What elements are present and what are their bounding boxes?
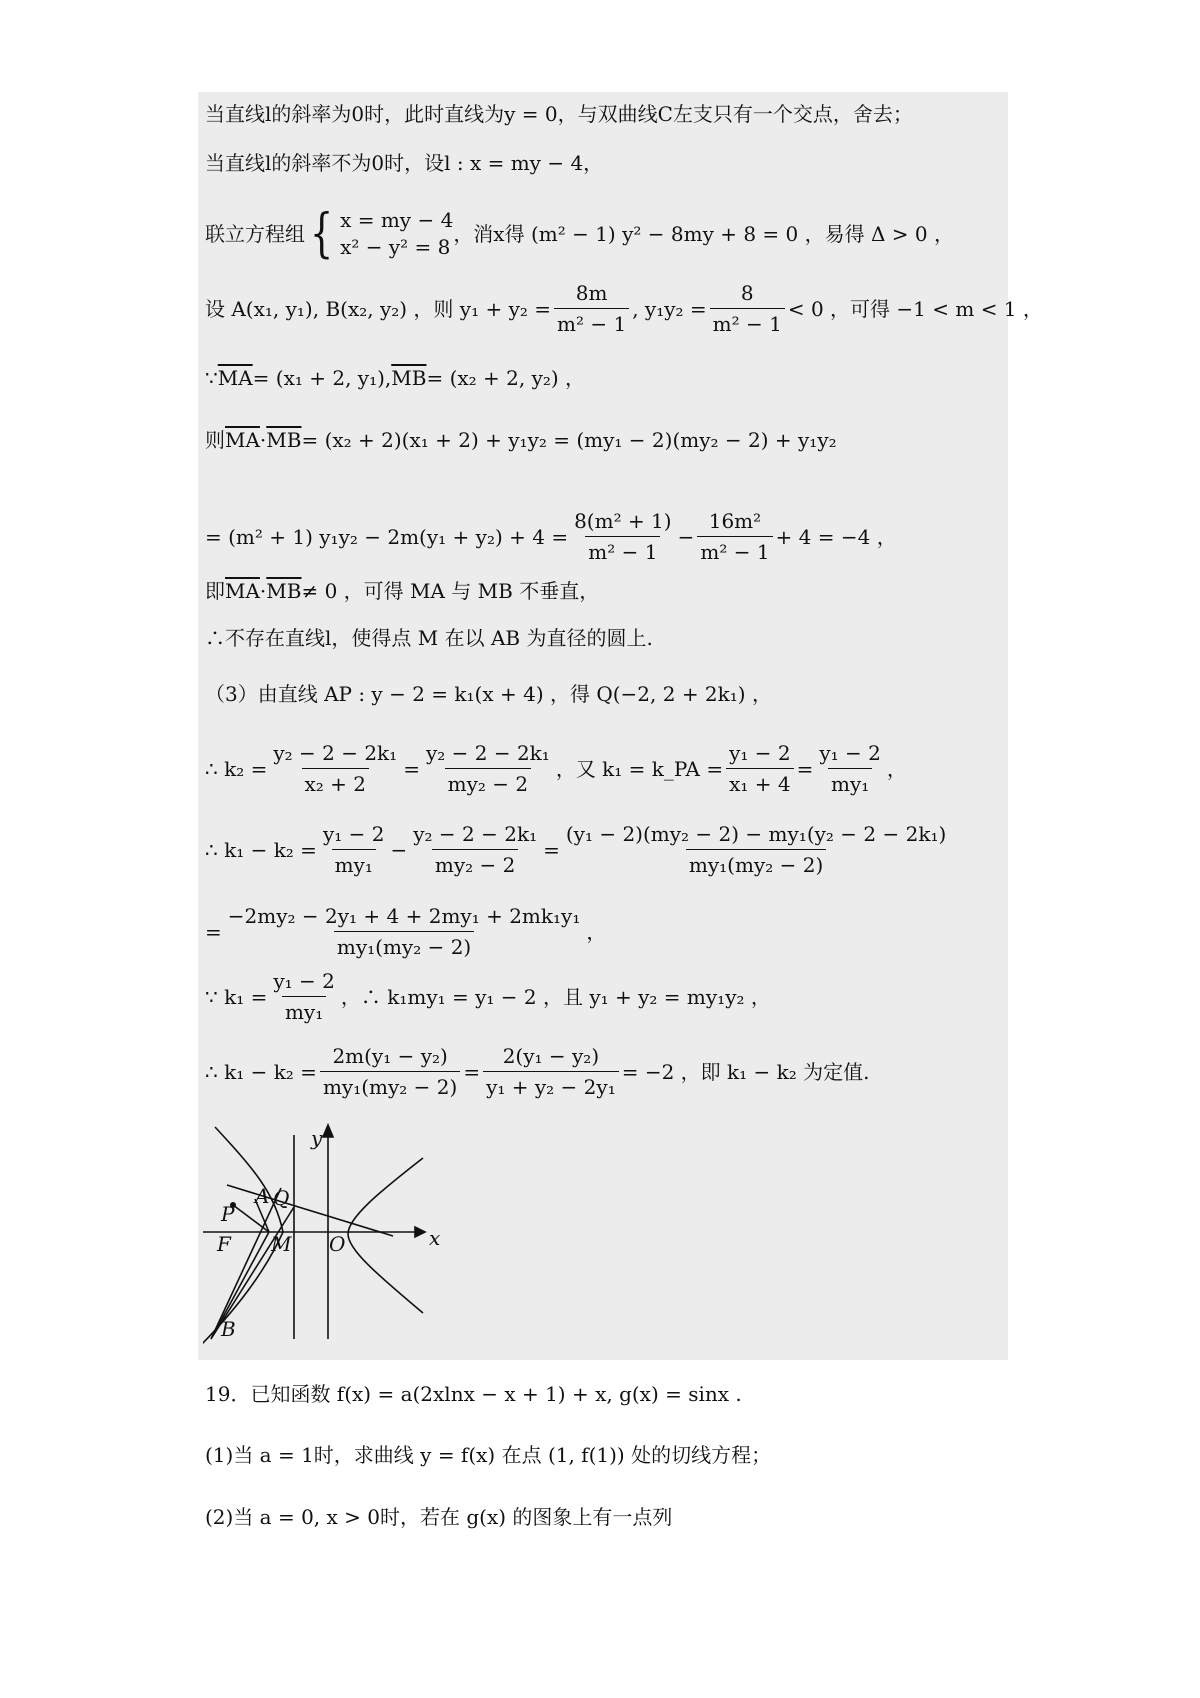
fraction bbox=[563, 821, 949, 878]
dot-operator: · bbox=[259, 579, 267, 603]
vieta-suffix: < 0 ，可得 −1 < m < 1 ， bbox=[787, 296, 1043, 321]
numerator: 16m² bbox=[708, 509, 762, 533]
denominator: my₁ bbox=[828, 768, 872, 797]
numerator: 8(m² + 1) bbox=[574, 509, 672, 533]
diff-prefix: ∴ k₁ − k₂ = bbox=[205, 837, 317, 862]
question-19-part1 bbox=[205, 1441, 771, 1469]
fraction bbox=[270, 968, 338, 1025]
equation-system bbox=[305, 204, 454, 264]
line-pq bbox=[227, 1185, 393, 1236]
k2-mid: ，又 k₁ = k_PA = bbox=[555, 756, 724, 781]
denominator: m² − 1 bbox=[554, 308, 629, 337]
fraction bbox=[554, 280, 629, 337]
vector-mb: $\overline{MB}$ bbox=[391, 366, 427, 390]
system-row-1: x = my − 4 bbox=[340, 208, 454, 232]
vector-ma: $\overline{MA}$ bbox=[217, 366, 253, 390]
k1-suffix: ，∴ k₁my₁ = y₁ − 2 ，且 y₁ + y₂ = my₁y₂ ， bbox=[340, 984, 771, 1009]
text-line-slope-zero bbox=[205, 101, 913, 127]
text: 19．已知函数 f(x) = a(2xlnx − x + 1) + x, g(x) = sinx . bbox=[205, 1382, 742, 1406]
system-prefix: 联立方程组 bbox=[205, 222, 305, 246]
label-y: y bbox=[311, 1126, 323, 1150]
hyperbola-figure bbox=[203, 1113, 453, 1353]
because-symbol: ∵ bbox=[205, 366, 218, 390]
label-b: B bbox=[221, 1317, 236, 1341]
question-19-part2 bbox=[205, 1503, 672, 1531]
vieta-mid: , y₁y₂ = bbox=[632, 296, 707, 321]
simplify-line bbox=[205, 903, 606, 960]
fraction bbox=[710, 280, 785, 337]
text: 当直线l的斜率不为0时，设l : x = my − 4， bbox=[205, 151, 604, 175]
simplify-prefix: = bbox=[205, 919, 222, 944]
fraction bbox=[726, 740, 794, 797]
numerator: −2my₂ − 2y₁ + 4 + 2my₁ + 2mk₁y₁ bbox=[227, 904, 581, 928]
numerator: y₂ − 2 − 2k₁ bbox=[273, 741, 398, 765]
equals: = bbox=[796, 756, 814, 781]
numerator: 8 bbox=[740, 281, 754, 305]
fraction bbox=[697, 508, 772, 565]
brace-icon: { bbox=[309, 204, 334, 264]
label-o: O bbox=[329, 1232, 346, 1256]
k2-suffix: ， bbox=[886, 756, 907, 781]
numerator: 2m(y₁ − y₂) bbox=[332, 1044, 448, 1068]
text: （3）由直线 AP : y − 2 = k₁(x + 4) ，得 Q(−2, 2 + 2k₁) ， bbox=[205, 682, 772, 706]
fraction bbox=[320, 1043, 460, 1100]
text: (1)当 a = 1时，求曲线 y = f(x) 在点 (1, f(1)) 处的切线方程； bbox=[205, 1443, 772, 1467]
denominator: m² − 1 bbox=[585, 536, 660, 565]
dot-operator: · bbox=[259, 428, 267, 452]
numerator: (y₁ − 2)(my₂ − 2) − my₁(y₂ − 2 − 2k₁) bbox=[565, 822, 947, 846]
fraction bbox=[270, 740, 400, 797]
k2-prefix: ∴ k₂ = bbox=[205, 756, 268, 781]
y-axis-arrow-icon bbox=[323, 1125, 333, 1137]
conclusion-suffix: ≠ 0 ，可得 MA 与 MB 不垂直， bbox=[301, 579, 600, 603]
vector-mb: $\overline{MB}$ bbox=[266, 579, 302, 603]
equals: = bbox=[543, 837, 560, 862]
conclusion-line-1 bbox=[205, 578, 599, 604]
vector-ma: $\overline{MA}$ bbox=[225, 428, 260, 452]
vector-ma-value: = (x₁ + 2, y₁), bbox=[252, 366, 392, 390]
denominator: x₁ + 4 bbox=[726, 768, 794, 797]
conclusion-line-2 bbox=[205, 625, 653, 651]
expansion-suffix: + 4 = −4 ， bbox=[775, 524, 897, 549]
difference-line bbox=[205, 821, 952, 878]
fraction bbox=[410, 821, 540, 878]
fraction bbox=[225, 903, 584, 960]
expansion-line bbox=[205, 508, 897, 565]
k2-line bbox=[205, 740, 907, 797]
denominator: my₂ − 2 bbox=[432, 849, 518, 878]
denominator: m² − 1 bbox=[710, 308, 785, 337]
x-axis-arrow-icon bbox=[415, 1227, 425, 1237]
denominator: my₁(my₂ − 2) bbox=[334, 931, 474, 960]
vieta-prefix: 设 A(x₁, y₁), B(x₂, y₂) ，则 y₁ + y₂ = bbox=[205, 296, 552, 321]
vector-line bbox=[205, 365, 585, 391]
final-suffix: = −2 ，即 k₁ − k₂ 为定值. bbox=[621, 1059, 870, 1084]
numerator: y₂ − 2 − 2k₁ bbox=[413, 822, 538, 846]
vieta-line bbox=[205, 280, 1043, 337]
label-p: P bbox=[221, 1202, 235, 1226]
denominator: my₂ − 2 bbox=[445, 768, 531, 797]
system-suffix: ，消x得 (m² − 1) y² − 8my + 8 = 0 ，易得 Δ > 0 ， bbox=[453, 222, 954, 246]
equals: = bbox=[463, 1059, 481, 1084]
vector-mb: $\overline{MB}$ bbox=[266, 428, 302, 452]
question-19-title bbox=[205, 1380, 742, 1408]
numerator: y₂ − 2 − 2k₁ bbox=[425, 741, 550, 765]
denominator: x₂ + 2 bbox=[302, 768, 370, 797]
vector-ma: $\overline{MA}$ bbox=[225, 579, 260, 603]
dot-prefix: 则 bbox=[205, 428, 225, 452]
vector-mb-value: = (x₂ + 2, y₂) ， bbox=[426, 366, 586, 390]
k1-line bbox=[205, 968, 771, 1025]
system-row-2: x² − y² = 8 bbox=[340, 235, 451, 259]
numerator: 8m bbox=[575, 281, 608, 305]
label-q: Q bbox=[273, 1186, 290, 1210]
text: (2)当 a = 0, x > 0时，若在 g(x) 的图象上有一点列 bbox=[205, 1505, 673, 1529]
denominator: y₁ + y₂ − 2y₁ bbox=[483, 1071, 619, 1100]
fraction bbox=[483, 1043, 619, 1100]
denominator: my₁ bbox=[332, 849, 376, 878]
final-prefix: ∴ k₁ − k₂ = bbox=[205, 1059, 317, 1084]
fraction bbox=[571, 508, 675, 565]
label-a: A bbox=[255, 1184, 270, 1208]
minus-operator: − bbox=[390, 837, 408, 862]
numerator: y₁ − 2 bbox=[819, 741, 881, 765]
simplify-suffix: ， bbox=[586, 919, 607, 944]
text-line-slope-nonzero bbox=[205, 150, 603, 176]
label-f: F bbox=[217, 1232, 231, 1256]
fraction bbox=[320, 821, 388, 878]
numerator: y₁ − 2 bbox=[322, 822, 385, 846]
denominator: my₁(my₂ − 2) bbox=[320, 1071, 460, 1100]
hyperbola-right-branch bbox=[348, 1158, 423, 1313]
numerator: y₁ − 2 bbox=[273, 969, 335, 993]
equation-system-line bbox=[205, 204, 954, 264]
text: ∴不存在直线l，使得点 M 在以 AB 为直径的圆上. bbox=[205, 626, 653, 650]
denominator: my₁ bbox=[282, 996, 326, 1025]
fraction bbox=[423, 740, 553, 797]
expansion-prefix: = (m² + 1) y₁y₂ − 2m(y₁ + y₂) + 4 = bbox=[205, 524, 569, 549]
numerator: 2(y₁ − y₂) bbox=[502, 1044, 600, 1068]
part3-line bbox=[205, 681, 772, 707]
denominator: m² − 1 bbox=[697, 536, 772, 565]
fraction bbox=[816, 740, 884, 797]
equals: = bbox=[403, 756, 420, 781]
text: 当直线l的斜率为0时，此时直线为y = 0，与双曲线C左支只有一个交点，舍去； bbox=[205, 102, 913, 126]
dot-product-line bbox=[205, 427, 837, 453]
label-x: x bbox=[429, 1226, 441, 1250]
dot-value: = (x₂ + 2)(x₁ + 2) + y₁y₂ = (my₁ − 2)(my₂ − 2) + y₁y₂ bbox=[301, 428, 837, 452]
label-m: M bbox=[271, 1232, 292, 1256]
minus-operator: − bbox=[677, 524, 695, 549]
final-line bbox=[205, 1043, 870, 1100]
k1-prefix: ∵ k₁ = bbox=[205, 984, 268, 1009]
conclusion-prefix: 即 bbox=[205, 579, 225, 603]
denominator: my₁(my₂ − 2) bbox=[686, 849, 826, 878]
numerator: y₁ − 2 bbox=[729, 741, 791, 765]
